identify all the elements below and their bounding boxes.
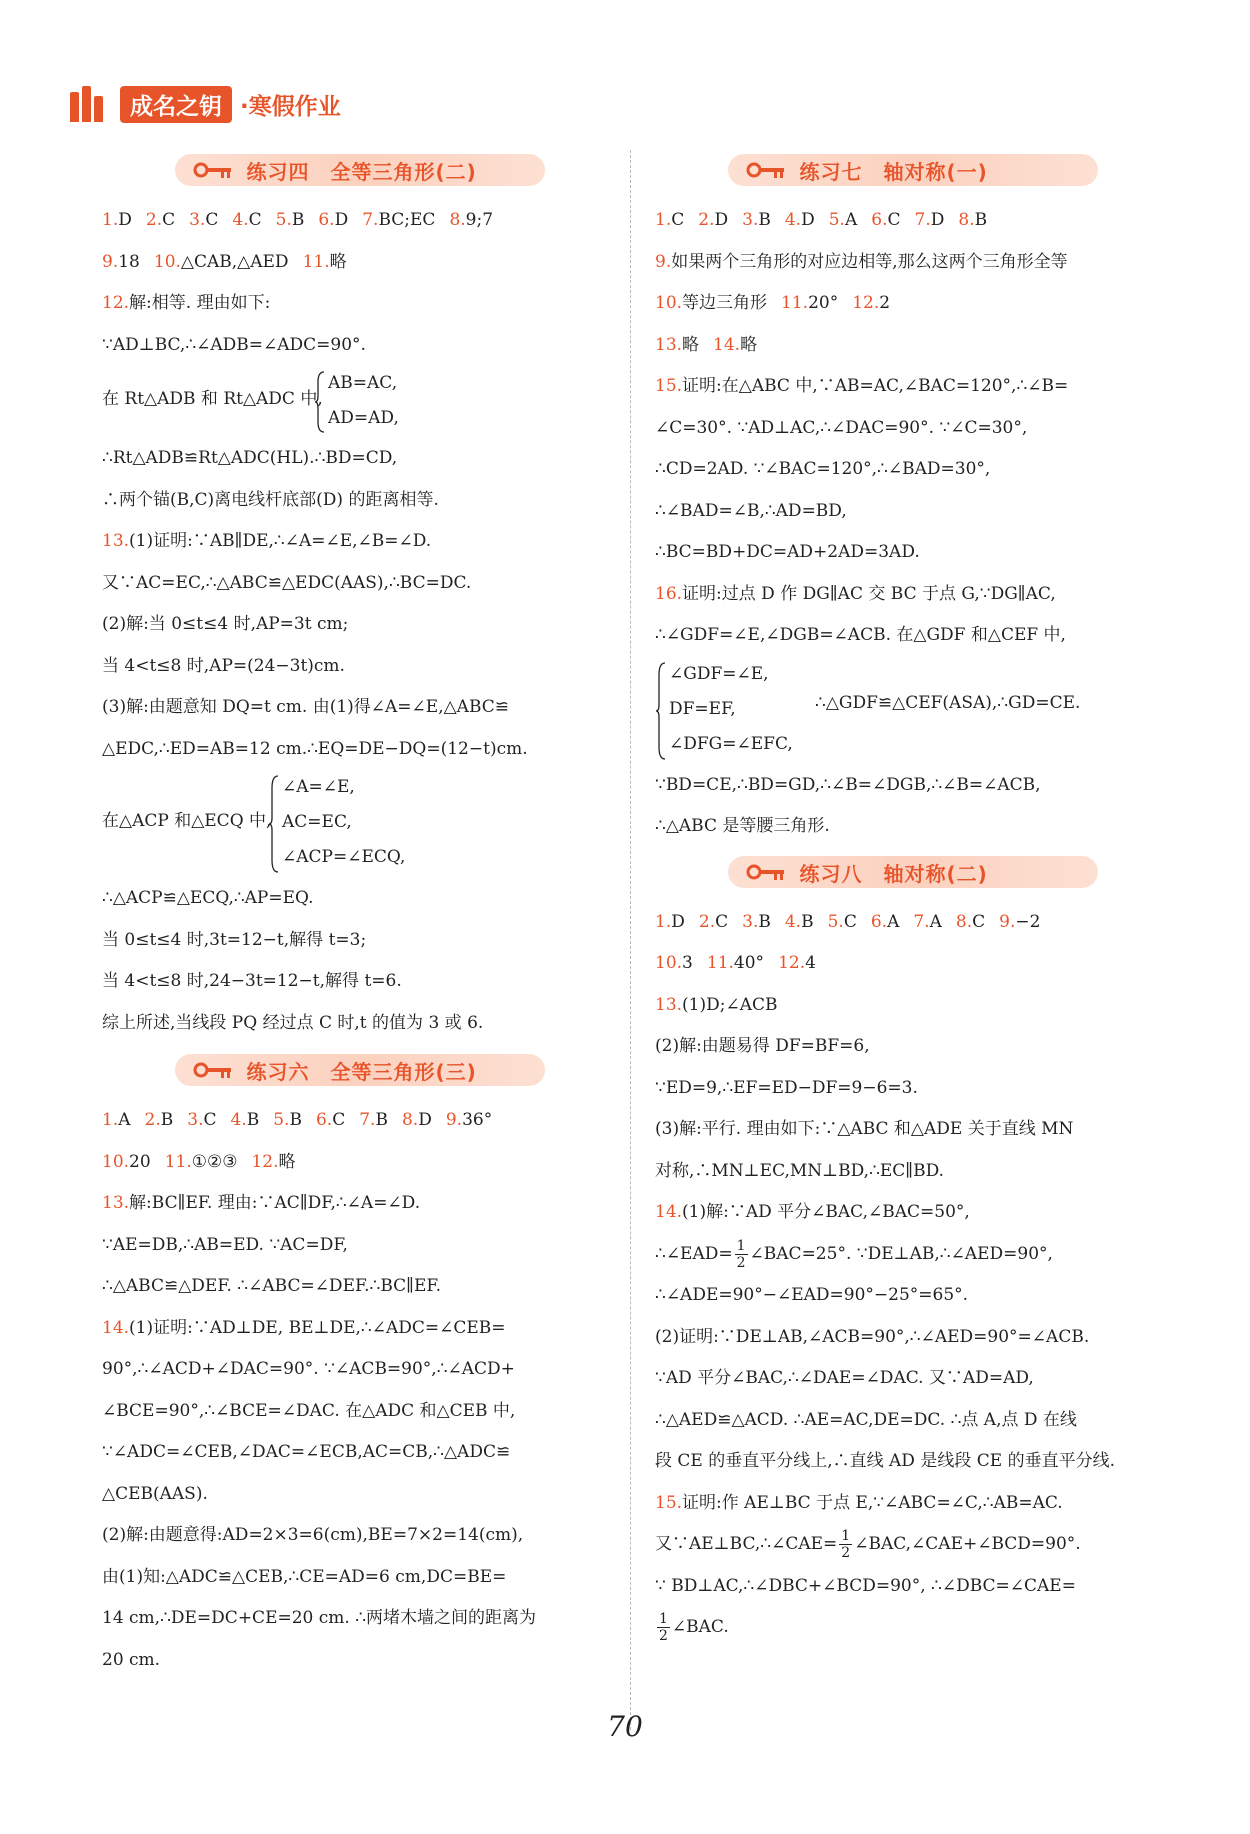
solution-line xyxy=(102,283,617,325)
system-prefix: 在 Rt△ADB 和 Rt△ADC 中, xyxy=(102,389,323,409)
page-number: 70 xyxy=(607,1710,643,1743)
system-line: ∠DFG=∠EFC, xyxy=(669,733,793,754)
question-number: 13. xyxy=(102,1193,130,1213)
solution-line xyxy=(102,1308,617,1350)
solution-line xyxy=(655,1524,1170,1566)
solution-line: ∴△AED≌△ACD. ∴AE=AC,DE=DC. ∴点 A,点 D 在线 xyxy=(655,1409,1077,1430)
question-number: 6. xyxy=(870,911,888,932)
solution-line xyxy=(655,985,1170,1027)
solution-line: ∴△ABC≌△DEF. ∴∠ABC=∠DEF.∴BC∥EF. xyxy=(102,1276,441,1296)
answer-text: D xyxy=(671,911,685,932)
fraction xyxy=(735,1238,748,1271)
answer-text: B xyxy=(974,210,988,230)
solution-line xyxy=(102,1183,617,1225)
solution-line: ∴BC=BD+DC=AD+2AD=3AD. xyxy=(655,542,920,562)
answer-text: B xyxy=(160,1110,174,1130)
solution-text: 证明:作 AE⊥BC 于点 E,∵∠ABC=∠C,∴AB=AC. xyxy=(682,1492,1063,1513)
question-number: 3. xyxy=(742,911,759,932)
answer-text: C xyxy=(332,1110,346,1130)
solution-line: 90°,∴∠ACD+∠DAC=90°. ∵∠ACB=90°,∴∠ACD+ xyxy=(102,1359,515,1379)
question-number: 14. xyxy=(655,1202,683,1222)
question-number: 7. xyxy=(362,210,379,230)
answer-text: 略 xyxy=(329,251,347,272)
question-number: 2. xyxy=(145,210,163,230)
solution-line xyxy=(655,1483,1170,1525)
answer-text: C xyxy=(972,911,986,932)
answer-row xyxy=(655,283,1170,325)
question-number: 14. xyxy=(713,334,741,355)
section-title: 练习四 全等三角形(二) xyxy=(246,160,477,184)
solution-line: ∴△ABC 是等腰三角形. xyxy=(655,816,830,836)
question-number: 3. xyxy=(187,1110,204,1130)
question-number: 6. xyxy=(871,210,888,230)
answer-text: 3 xyxy=(682,953,693,973)
answer-text: 20 xyxy=(129,1151,151,1172)
answer-row xyxy=(655,943,1170,985)
answer-row xyxy=(655,200,1170,242)
question-number: 12. xyxy=(102,293,130,313)
answer-text: A xyxy=(844,210,858,230)
answer-text: 略 xyxy=(278,1151,296,1172)
solution-line: △CEB(AAS). xyxy=(102,1483,208,1504)
solution-line: ∴CD=2AD. ∵∠BAC=120°,∴∠BAD=30°, xyxy=(655,459,991,479)
fraction-denominator: 2 xyxy=(736,1254,746,1271)
answer-text: ①②③ xyxy=(191,1151,238,1172)
solution-text: 解:BC∥EF. 理由:∵AC∥DF,∴∠A=∠D. xyxy=(129,1193,421,1213)
question-number: 12. xyxy=(778,953,806,973)
answer-text: B xyxy=(375,1110,388,1130)
answer-text: 18 xyxy=(118,251,140,272)
question-number: 5. xyxy=(827,911,844,932)
answer-text: 20° xyxy=(808,293,839,313)
answer-text: B xyxy=(758,911,771,932)
answer-text: D xyxy=(801,210,815,230)
column-divider xyxy=(630,150,631,1730)
answer-row xyxy=(102,1100,617,1142)
answer-text: 4 xyxy=(805,953,816,973)
fraction-numerator: 1 xyxy=(736,1237,746,1254)
answer-text: C xyxy=(887,210,901,230)
answer-row xyxy=(102,1142,617,1184)
solution-line: (3)解:平行. 理由如下:∵△ABC 和△ADE 关于直线 MN xyxy=(655,1119,1074,1139)
solution-line: 由(1)知:△ADC≌△CEB,∴CE=AD=6 cm,DC=BE= xyxy=(102,1566,507,1587)
solution-text: ∠BAC,∠CAE+∠BCD=90°. xyxy=(854,1534,1081,1554)
solution-text: (1)D;∠ACB xyxy=(682,994,778,1015)
question-number: 1. xyxy=(655,911,672,932)
solution-line: ∵AD⊥BC,∴∠ADB=∠ADC=90°. xyxy=(102,334,366,355)
system-line: AC=EC, xyxy=(282,812,352,832)
fraction-numerator: 1 xyxy=(659,1611,668,1627)
answer-text: C xyxy=(843,911,857,932)
question-number: 15. xyxy=(655,1492,683,1513)
solution-line: (2)证明:∵DE⊥AB,∠ACB=90°,∴∠AED=90°=∠ACB. xyxy=(655,1326,1090,1347)
answer-text: C xyxy=(203,1110,217,1130)
answer-text: C xyxy=(205,210,219,230)
solution-line: 当 0≤t≤4 时,3t=12−t,解得 t=3; xyxy=(102,929,367,950)
answer-text: A xyxy=(887,911,900,932)
solution-line: ∠C=30°. ∵AD⊥AC,∴∠DAC=90°. ∵∠C=30°, xyxy=(655,417,1028,438)
solution-line xyxy=(655,574,1170,616)
solution-line xyxy=(655,1192,1170,1234)
question-number: 9. xyxy=(445,1110,463,1130)
equation-system xyxy=(102,770,617,878)
fraction-denominator: 2 xyxy=(841,1545,851,1561)
question-number: 10. xyxy=(655,293,683,313)
fraction-denominator: 2 xyxy=(659,1628,668,1644)
solution-line: ∴两个锚(B,C)离电线杆底部(D) 的距离相等. xyxy=(102,489,439,510)
solution-line: ∠BCE=90°,∴∠BCE=∠DAC. 在△ADC 和△CEB 中, xyxy=(102,1400,516,1421)
question-number: 5. xyxy=(828,210,845,230)
question-number: 1. xyxy=(102,210,119,230)
answer-text: D xyxy=(714,210,729,230)
question-number: 2. xyxy=(698,210,715,230)
solution-line xyxy=(655,366,1170,408)
section-banner xyxy=(728,852,1098,892)
solution-line: ∴∠BAD=∠B,∴AD=BD, xyxy=(655,500,847,521)
system-line: AB=AC, xyxy=(328,373,398,393)
solution-line: ∵∠ADC=∠CEB,∠DAC=∠ECB,AC=CB,∴△ADC≌ xyxy=(102,1442,511,1462)
solution-line: ∵BD=CE,∴BD=GD,∴∠B=∠DGB,∴∠B=∠ACB, xyxy=(655,774,1041,795)
solution-line: ∴△ACP≌△ECQ,∴AP=EQ. xyxy=(102,888,314,908)
question-number: 13. xyxy=(102,531,130,551)
brand-header xyxy=(70,84,341,124)
right-column xyxy=(655,150,1170,1649)
question-number: 8. xyxy=(449,210,466,230)
question-number: 1. xyxy=(655,210,672,230)
left-column xyxy=(102,150,617,1681)
section-banner xyxy=(175,1050,545,1090)
question-number: 8. xyxy=(955,911,973,932)
solution-line: 20 cm. xyxy=(102,1649,161,1670)
answer-text: B xyxy=(801,911,814,932)
question-number: 9. xyxy=(102,251,119,272)
question-number: 13. xyxy=(655,334,683,355)
solution-line: ∵ED=9,∴EF=ED−DF=9−6=3. xyxy=(655,1077,918,1098)
answer-text: C xyxy=(671,210,685,230)
answer-text: BC;EC xyxy=(378,210,436,230)
question-number: 7. xyxy=(914,210,931,230)
question-number: 16. xyxy=(655,583,683,604)
answer-text: B xyxy=(246,1110,260,1130)
solution-line: ∴Rt△ADB≌Rt△ADC(HL).∴BD=CD, xyxy=(102,448,398,468)
question-number: 12. xyxy=(852,293,880,313)
answer-row xyxy=(655,902,1170,944)
answer-text: B xyxy=(289,1110,302,1130)
question-number: 4. xyxy=(232,210,249,230)
key-icon xyxy=(746,159,786,181)
answer-text: −2 xyxy=(1015,911,1041,932)
question-number: 2. xyxy=(698,911,716,932)
answer-text: C xyxy=(162,210,176,230)
answer-row xyxy=(102,200,617,242)
question-number: 4. xyxy=(784,210,802,230)
question-number: 15. xyxy=(655,376,683,396)
brace-icon xyxy=(314,370,326,434)
answer-row xyxy=(102,242,617,284)
question-number: 4. xyxy=(230,1110,247,1130)
answer-text: B xyxy=(758,210,771,230)
solution-line: 综上所述,当线段 PQ 经过点 C 时,t 的值为 3 或 6. xyxy=(102,1012,484,1033)
solution-line xyxy=(655,1234,1170,1276)
solution-text: ∴∠EAD= xyxy=(655,1243,733,1264)
question-number: 14. xyxy=(102,1317,130,1338)
section-banner xyxy=(728,150,1098,190)
equation-system xyxy=(102,366,617,438)
answer-row xyxy=(655,325,1170,367)
answer-text: 略 xyxy=(740,334,758,355)
solution-line: (2)解:由题易得 DF=BF=6, xyxy=(655,1036,870,1056)
system-line: ∠A=∠E, xyxy=(282,777,355,797)
answer-text: D xyxy=(418,1110,432,1130)
question-number: 11. xyxy=(302,251,330,272)
solution-text: 如果两个三角形的对应边相等,那么这两个三角形全等 xyxy=(671,251,1068,272)
solution-text: 又∵AE⊥BC,∴∠CAE= xyxy=(655,1534,838,1554)
solution-line: 又∵AC=EC,∴△ABC≌△EDC(AAS),∴BC=DC. xyxy=(102,572,472,593)
fraction-numerator: 1 xyxy=(841,1528,851,1544)
solution-line: 14 cm,∴DE=DC+CE=20 cm. ∴两堵木墙之间的距离为 xyxy=(102,1608,537,1628)
question-number: 10. xyxy=(102,1151,130,1172)
fraction xyxy=(839,1528,852,1561)
section-title: 练习八 轴对称(二) xyxy=(799,861,988,886)
section-banner xyxy=(175,150,545,190)
brace-icon xyxy=(268,774,280,874)
answer-text: 40° xyxy=(733,953,765,973)
question-number: 11. xyxy=(706,953,734,973)
section-title: 练习七 轴对称(一) xyxy=(799,160,988,184)
question-number: 6. xyxy=(318,210,335,230)
system-prefix: 在△ACP 和△ECQ 中, xyxy=(102,811,272,831)
question-number: 1. xyxy=(102,1110,119,1130)
question-number: 12. xyxy=(251,1151,279,1172)
solution-line: (3)解:由题意知 DQ=t cm. 由(1)得∠A=∠E,△ABC≌ xyxy=(102,697,510,717)
equation-system xyxy=(655,657,1170,765)
solution-line: 当 4<t≤8 时,AP=(24−3t)cm. xyxy=(102,655,345,676)
solution-text: 解:相等. 理由如下: xyxy=(129,293,271,313)
answer-text: A xyxy=(118,1110,131,1130)
solution-text: 证明:在△ABC 中,∵AB=AC,∠BAC=120°,∴∠B= xyxy=(682,376,1069,396)
answer-text: C xyxy=(248,210,262,230)
key-icon xyxy=(193,159,233,181)
key-icon xyxy=(746,861,786,883)
answer-text: △CAB,△AED xyxy=(180,251,289,272)
brand-name: 成名之钥 xyxy=(120,86,232,123)
question-number: 8. xyxy=(958,210,975,230)
question-number: 2. xyxy=(144,1110,161,1130)
question-number: 5. xyxy=(273,1110,290,1130)
solution-line: 当 4<t≤8 时,24−3t=12−t,解得 t=6. xyxy=(102,971,402,991)
answer-text: D xyxy=(118,210,132,230)
brand-subtitle: ·寒假作业 xyxy=(240,93,341,120)
answer-text: D xyxy=(334,210,349,230)
solution-line: (2)解:由题意得:AD=2×3=6(cm),BE=7×2=14(cm), xyxy=(102,1525,524,1545)
answer-text: A xyxy=(929,911,942,932)
solution-line: (2)解:当 0≤t≤4 时,AP=3t cm; xyxy=(102,614,349,634)
solution-line xyxy=(102,521,617,563)
solution-line: ∵ BD⊥AC,∴∠DBC+∠BCD=90°, ∴∠DBC=∠CAE= xyxy=(655,1575,1076,1596)
solution-line xyxy=(655,242,1170,284)
answer-text: B xyxy=(291,210,305,230)
question-number: 5. xyxy=(275,210,292,230)
question-number: 9. xyxy=(655,251,672,272)
solution-text: (1)解:∵AD 平分∠BAC,∠BAC=50°, xyxy=(682,1202,970,1222)
answer-text: D xyxy=(930,210,945,230)
answer-text: 9;7 xyxy=(465,210,494,230)
solution-line: ∵AE=DB,∴AB=ED. ∵AC=DF, xyxy=(102,1234,348,1255)
answer-text: 2 xyxy=(879,293,891,313)
solution-text: 证明:过点 D 作 DG∥AC 交 BC 于点 G,∵DG∥AC, xyxy=(682,583,1056,604)
answer-text: 36° xyxy=(462,1110,493,1130)
solution-line: 对称,∴MN⊥EC,MN⊥BD,∴EC∥BD. xyxy=(655,1160,945,1181)
question-number: 8. xyxy=(401,1110,419,1130)
fraction xyxy=(657,1611,670,1644)
question-number: 9. xyxy=(999,911,1016,932)
system-line: AD=AD, xyxy=(328,408,399,428)
solution-line: ∴∠ADE=90°−∠EAD=90°−25°=65°. xyxy=(655,1285,969,1305)
solution-line: 段 CE 的垂直平分线上,∴直线 AD 是线段 CE 的垂直平分线. xyxy=(655,1451,1115,1471)
solution-text: (1)证明:∵AD⊥DE, BE⊥DE,∴∠ADC=∠CEB= xyxy=(129,1317,506,1338)
key-icon xyxy=(193,1059,233,1081)
solution-line xyxy=(655,1607,1170,1649)
solution-line: ∵AD 平分∠BAC,∴∠DAE=∠DAC. 又∵AD=AD, xyxy=(655,1368,1034,1388)
question-number: 6. xyxy=(315,1110,333,1130)
question-number: 4. xyxy=(784,911,802,932)
solution-text: ∠BAC=25°. ∵DE⊥AB,∴∠AED=90°, xyxy=(749,1243,1053,1264)
question-number: 13. xyxy=(655,994,683,1015)
question-number: 11. xyxy=(164,1151,192,1172)
system-line: ∠GDF=∠E, xyxy=(669,663,769,684)
book-logo-icon xyxy=(70,86,112,122)
question-number: 11. xyxy=(781,293,809,313)
question-number: 7. xyxy=(359,1110,376,1130)
question-number: 10. xyxy=(655,953,683,973)
solution-line: ∴∠GDF=∠E,∠DGB=∠ACB. 在△GDF 和△CEF 中, xyxy=(655,625,1066,645)
answer-text: C xyxy=(715,911,729,932)
question-number: 7. xyxy=(913,911,930,932)
system-line: DF=EF, xyxy=(669,698,736,719)
solution-line: △EDC,∴ED=AB=12 cm.∴EQ=DE−DQ=(12−t)cm. xyxy=(102,738,528,759)
question-number: 3. xyxy=(742,210,759,230)
system-conclusion: ∴△GDF≌△CEF(ASA),∴GD=CE. xyxy=(815,692,1081,713)
question-number: 10. xyxy=(153,251,181,272)
question-number: 3. xyxy=(189,210,206,230)
solution-text: ∠BAC. xyxy=(671,1617,729,1637)
brace-icon xyxy=(655,661,667,761)
answer-text: 略 xyxy=(682,334,700,355)
section-title: 练习六 全等三角形(三) xyxy=(246,1060,477,1084)
solution-text: (1)证明:∵AB∥DE,∴∠A=∠E,∠B=∠D. xyxy=(129,531,432,551)
answer-text: 等边三角形 xyxy=(682,293,768,313)
system-line: ∠ACP=∠ECQ, xyxy=(282,847,406,867)
